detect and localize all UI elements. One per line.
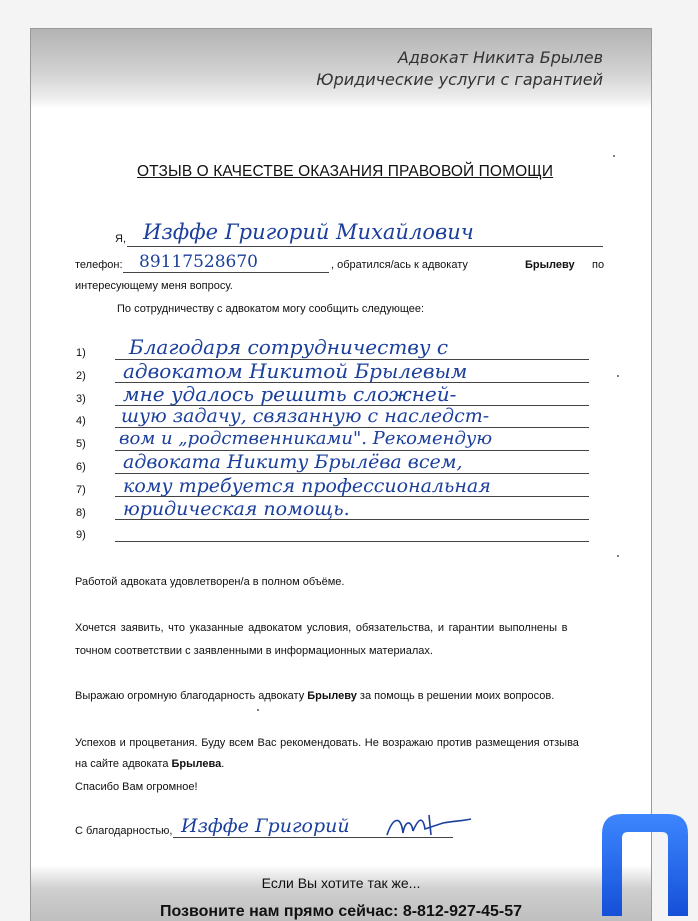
answer-handwritten: Благодаря сотрудничеству с [129, 335, 449, 359]
client-name-handwritten: Изффе Григорий Михайлович [143, 220, 474, 244]
question-text: интересующему меня вопросу. [75, 280, 233, 292]
answer-handwritten: кому требуется профессиональная [123, 475, 491, 497]
answer-handwritten: мне удалось решить сложней- [123, 382, 457, 406]
answer-line [115, 541, 589, 542]
brand-logo-icon [600, 808, 690, 918]
gratitude-name: Брылеву [307, 690, 357, 702]
answer-handwritten: юридическая помощь. [123, 498, 350, 520]
signoff-label: С благодарностью, [75, 825, 173, 837]
name-line [127, 246, 603, 247]
phone-label: телефон: [75, 259, 123, 271]
line-number: 7) [76, 484, 86, 496]
line-number: 2) [76, 370, 86, 382]
wishes-before: на сайте адвоката [75, 758, 169, 770]
line-number: 8) [76, 507, 86, 519]
gratitude-text [75, 690, 554, 702]
signature-handwritten: Изффе Григорий [181, 815, 350, 837]
lawyer-name: Брылеву [525, 259, 575, 271]
thanks-text: Спасибо Вам огромное! [75, 781, 198, 793]
scan-speck [617, 375, 619, 377]
line-number: 3) [76, 393, 86, 405]
applied-text: , обратился/ась к адвокату [331, 259, 468, 271]
line-number: 9) [76, 529, 86, 541]
scan-speck [617, 555, 619, 557]
answer-handwritten: адвоката Никиту Брылёва всем, [123, 451, 463, 473]
gratitude-before: Выражаю огромную благодарность адвокату [75, 690, 305, 702]
footer-question: Если Вы хотите так же... [261, 875, 421, 891]
i-label: Я, [115, 233, 126, 245]
satisfied-text: Работой адвоката удовлетворен/а в полном объёме. [75, 576, 345, 588]
scan-speck [613, 155, 615, 157]
gratitude-after: за помощь в решении моих вопросов. [359, 690, 555, 702]
wishes-line-1: Успехов и процветания. Буду всем Вас рекомендовать. Не возражаю против размещения отзыва [75, 737, 579, 749]
line-number: 1) [76, 347, 86, 359]
footer-call: Позвоните нам прямо сейчас: 8-812-927-45-57 [159, 903, 523, 920]
line-number: 4) [76, 415, 86, 427]
wishes-name: Брылева [171, 758, 222, 770]
document-title: ОТЗЫВ О КАЧЕСТВЕ ОКАЗАНИЯ ПРАВОВОЙ ПОМОЩИ [137, 163, 554, 180]
wishes-after: . [221, 758, 225, 770]
answer-handwritten: шую задачу, связанную с наследст- [121, 405, 490, 427]
answer-handwritten: вом и „родственниками". Рекомендую [119, 428, 493, 449]
guarantee-line-2: точном соответствии с заявленными в информационных материалах. [75, 645, 433, 657]
guarantee-line-1: Хочется заявить, что указанные адвокатом условия, обязательства, и гарантии выполнены в [75, 622, 568, 634]
line-number: 5) [76, 438, 86, 450]
scan-speck [257, 709, 259, 711]
po-word: по [592, 259, 605, 271]
review-form-page [30, 28, 652, 921]
signature-scribble [383, 809, 473, 843]
phone-line [123, 272, 329, 273]
wishes-line-2 [75, 758, 224, 770]
phone-handwritten: 89117528670 [139, 252, 258, 272]
brand-name: Адвокат Никита Брылев [397, 48, 603, 67]
answer-line [115, 473, 589, 474]
cooperation-heading: По сотрудничеству с адвокатом могу сообщить следующее: [117, 303, 425, 315]
answer-handwritten: адвокатом Никитой Брылевым [123, 359, 468, 383]
line-number: 6) [76, 461, 86, 473]
header-band [31, 29, 651, 109]
brand-tagline: Юридические услуги с гарантией [316, 70, 603, 89]
